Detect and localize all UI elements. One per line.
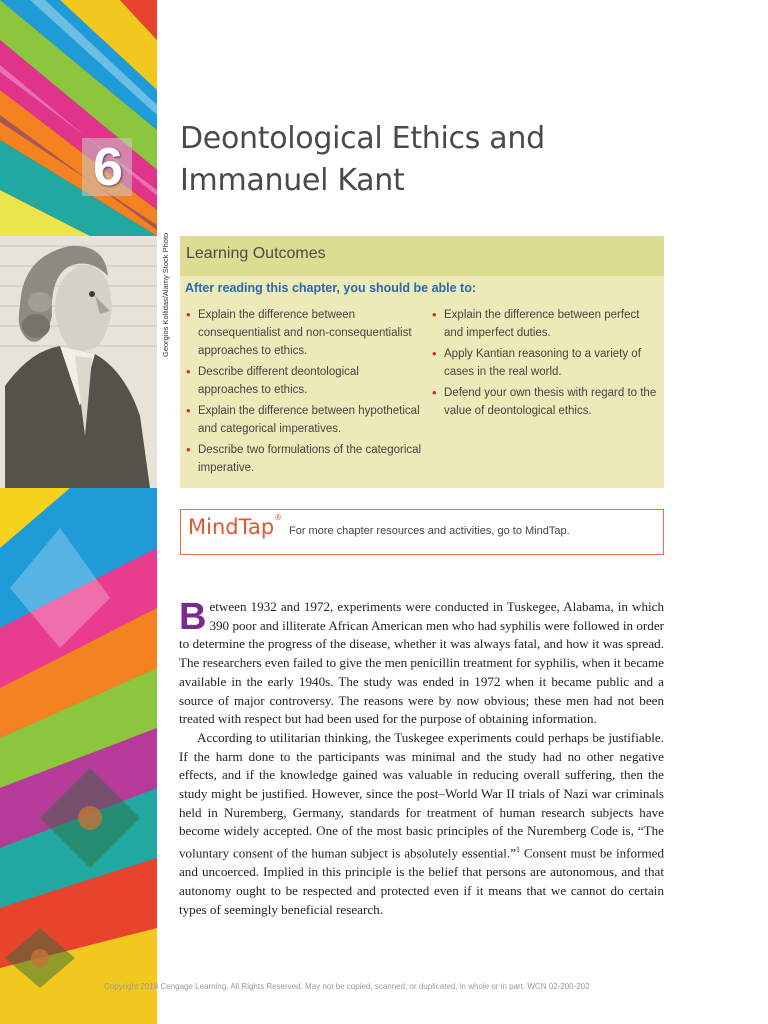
decorative-pattern-bottom <box>0 488 157 1024</box>
learning-outcome-item: • Explain the difference between consequentialist and non-consequentialist approaches to ethics. <box>186 306 422 360</box>
learning-outcome-item: • Apply Kantian reasoning to a variety of cases in the real world. <box>432 345 658 381</box>
chapter-title <box>180 118 660 202</box>
chapter-title-line2: Immanuel Kant <box>180 163 405 198</box>
footnote-marker: 1 <box>516 845 521 855</box>
learning-outcomes-box <box>180 236 664 488</box>
learning-outcomes-heading: Learning Outcomes <box>186 245 326 262</box>
paragraph-1: Between 1932 and 1972, experiments were conducted in Tuskegee, Alabama, in which 390 poor and illiterate African American men who had syphilis were followed in order to determine the progress of the disease, whether it was always fatal, and how it was spread. The researchers even failed to give the men penicillin treatment for syphilis, when it became available in the early 1940s. The study was ended in 1972 when it became public and a source of major controversy. The reasons were by now obvious; these men had not been treated with respect but had been used for the purpose of obtaining information. <box>179 596 664 727</box>
learning-outcome-item: • Defend your own thesis with regard to the value of deontological ethics. <box>432 384 658 420</box>
learning-outcome-item: • Describe different deontological approaches to ethics. <box>186 363 422 399</box>
learning-outcomes-right-list <box>432 306 658 423</box>
learning-outcomes-header <box>180 236 664 276</box>
kant-portrait <box>0 236 157 488</box>
mindtap-trademark: ® <box>274 513 283 522</box>
chapter-title-line1: Deontological Ethics and <box>180 121 545 156</box>
decorative-pattern-top <box>0 0 157 236</box>
copyright-footer: Copyright 2018 Cengage Learning. All Rights Reserved. May not be copied, scanned, or duplicated, in whole or in part. WCN 02-200-202 <box>104 982 590 991</box>
learning-outcome-item: • Describe two formulations of the categorical imperative. <box>186 441 422 477</box>
mindtap-logo: MindTap® <box>188 513 283 539</box>
body-text <box>179 598 664 919</box>
mindtap-banner[interactable] <box>180 509 664 555</box>
learning-outcome-item: • Explain the difference between perfect and imperfect duties. <box>432 306 658 342</box>
mindtap-text: For more chapter resources and activities, go to MindTap. <box>289 525 570 537</box>
chapter-number: 6 <box>92 137 124 197</box>
learning-outcome-item: • Explain the difference between hypothetical and categorical imperatives. <box>186 402 422 438</box>
learning-outcomes-intro: After reading this chapter, you should be able to: <box>185 281 477 295</box>
learning-outcomes-left-list <box>186 306 422 480</box>
photo-credit: Georgios Kollidas/Alamy Stock Photo <box>161 232 170 357</box>
drop-cap: B <box>179 596 207 638</box>
paragraph-2: According to utilitarian thinking, the Tuskegee experiments could perhaps be justifiable. If the harm done to the participants was minimal and the study had no other negative effects, and if the knowledge gained was valuable in reducing overall suffering, then the study might be justified. However, since the post–World War II trials of Nazi war criminals held in Nuremberg, Germany, standards for treatment of human research subjects have become widely accepted. One of the most basic principles of the Nuremberg Code is, “The voluntary consent of the human subject is absolutely essential.”$^1$ Consent must be informed and uncoerced. Implied in this principle is the belief that persons are autonomous, and that autonomy ought to be respected and protected even if it means that we cannot do certain types of seemingly beneficial research. <box>179 729 664 917</box>
